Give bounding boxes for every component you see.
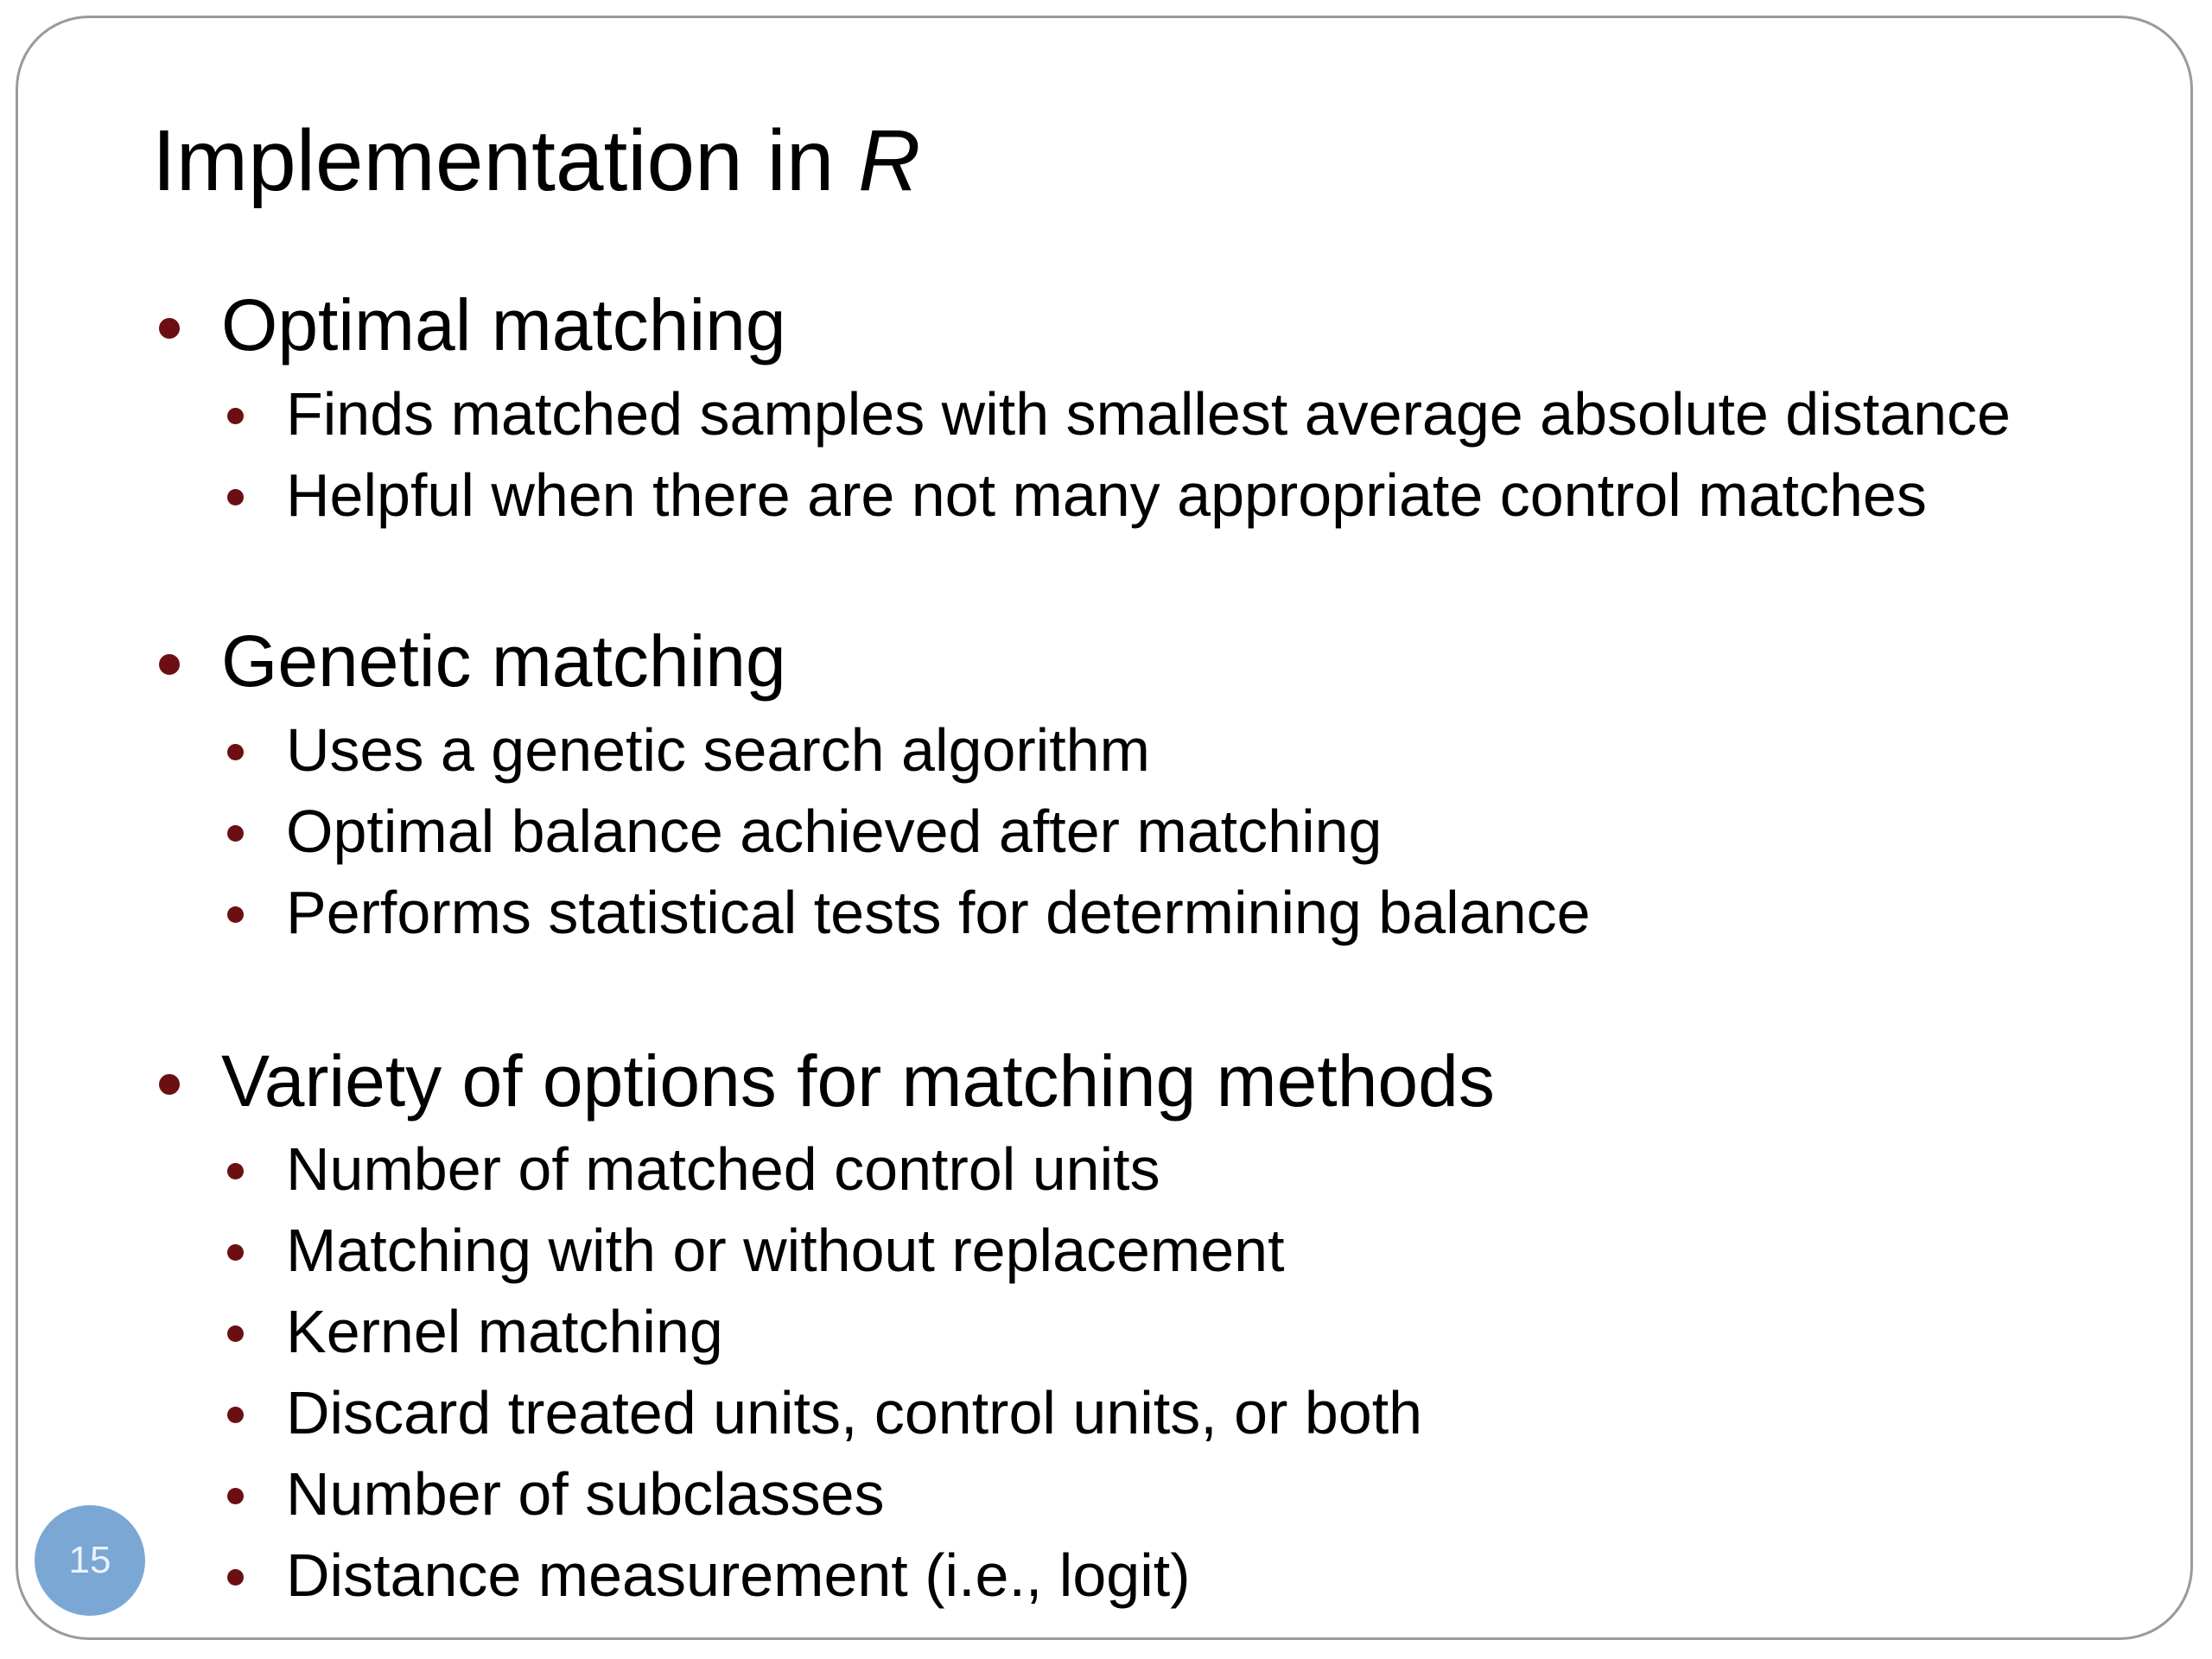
- list-item-text: Uses a genetic search algorithm: [286, 716, 1150, 784]
- section-heading-text: Optimal matching: [221, 284, 786, 365]
- list-item: [219, 716, 1150, 784]
- bullet-dot: [227, 1569, 244, 1586]
- section-heading-text: Variety of options for matching methods: [221, 1040, 1495, 1122]
- section-heading-text: Genetic matching: [221, 620, 786, 702]
- slide-title: [152, 111, 920, 211]
- bullet-dot: [227, 1407, 244, 1423]
- list-item: [219, 461, 1927, 529]
- list-item: [219, 1541, 1191, 1609]
- slide-title-text: Implementation in: [152, 112, 859, 209]
- bullet-dot: [159, 654, 180, 675]
- slide-title-italic: R: [858, 112, 921, 209]
- bullet-dot: [227, 744, 244, 760]
- slide-frame: [16, 16, 2193, 1640]
- list-item: [219, 1379, 1423, 1446]
- list-item-text: Number of matched control units: [286, 1135, 1160, 1203]
- list-item: [219, 879, 1591, 946]
- list-item-text: Matching with or without replacement: [286, 1217, 1285, 1284]
- bullet-dot: [227, 489, 244, 505]
- list-item: [219, 1217, 1285, 1284]
- list-item: [219, 1460, 885, 1528]
- bullet-dot: [227, 408, 244, 424]
- section-heading-optimal-matching: [152, 284, 786, 365]
- list-item-text: Discard treated units, control units, or both: [286, 1379, 1423, 1446]
- section-heading-variety-of-options: [152, 1040, 1495, 1122]
- list-item-text: Helpful when there are not many appropriate control matches: [286, 461, 1927, 529]
- bullet-dot: [227, 1325, 244, 1342]
- list-item: [219, 1135, 1160, 1203]
- list-item-text: Number of subclasses: [286, 1460, 885, 1528]
- list-item: [219, 380, 2011, 448]
- list-item-text: Kernel matching: [286, 1298, 723, 1365]
- bullet-dot: [227, 1163, 244, 1179]
- section-heading-genetic-matching: [152, 620, 786, 702]
- list-item-text: Optimal balance achieved after matching: [286, 798, 1382, 865]
- bullet-dot: [227, 1244, 244, 1261]
- list-item-text: Finds matched samples with smallest average absolute distance: [286, 380, 2011, 448]
- bullet-dot: [227, 1488, 244, 1504]
- bullet-dot: [159, 1074, 180, 1095]
- page-number-badge: 15: [35, 1505, 145, 1616]
- list-item: [219, 1298, 723, 1365]
- bullet-dot: [159, 318, 180, 339]
- bullet-dot: [227, 906, 244, 923]
- list-item-text: Distance measurement (i.e., logit): [286, 1541, 1191, 1609]
- list-item-text: Performs statistical tests for determining balance: [286, 879, 1591, 946]
- bullet-dot: [227, 825, 244, 842]
- list-item: [219, 798, 1382, 865]
